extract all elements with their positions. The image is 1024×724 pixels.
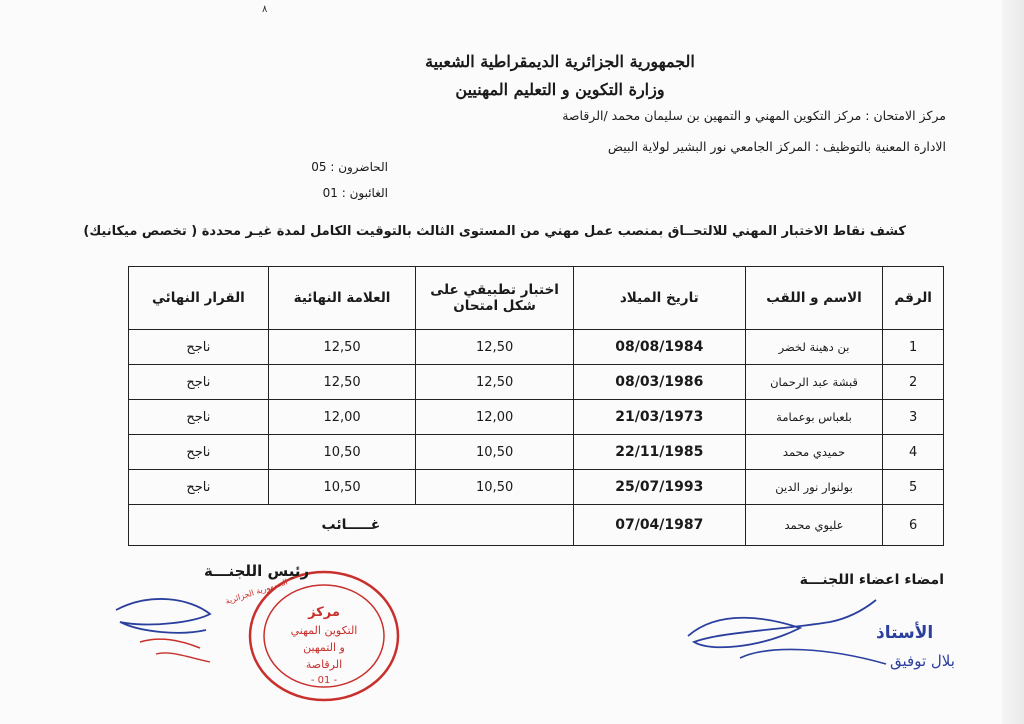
- header-final-mark: العلامة النهائية: [268, 267, 416, 330]
- row-num: 3: [883, 400, 944, 435]
- row-dob: 08/03/1986: [573, 365, 745, 400]
- row-num: 6: [883, 505, 944, 546]
- row-num: 5: [883, 470, 944, 505]
- top-mark: ٨: [262, 4, 268, 15]
- row-decision: ناجح: [129, 435, 269, 470]
- row-name: بن دهينة لخضر: [745, 330, 883, 365]
- ministry-title: وزارة التكوين و التعليم المهنيين: [455, 80, 665, 99]
- scores-table: [128, 266, 944, 546]
- row-dob: 07/04/1987: [573, 505, 745, 546]
- absent-count: الغائبون : 01: [322, 186, 388, 200]
- svg-text:الجمهورية الجزائرية: الجمهورية الجزائرية: [224, 577, 289, 606]
- row-name: بلعباس بوعمامة: [745, 400, 883, 435]
- table-row: [129, 435, 944, 470]
- table-row-absent: [129, 505, 944, 546]
- table-row: [129, 470, 944, 505]
- row-num: 1: [883, 330, 944, 365]
- header-decision: القرار النهائي: [129, 267, 269, 330]
- svg-text:التكوين المهني: التكوين المهني: [290, 624, 358, 637]
- row-practical: 10,50: [416, 470, 574, 505]
- header-num: الرقم: [883, 267, 944, 330]
- row-name: بولنوار نور الدين: [745, 470, 883, 505]
- row-decision: ناجح: [129, 400, 269, 435]
- row-practical: 10,50: [416, 435, 574, 470]
- svg-text:و التمهين: و التمهين: [303, 641, 345, 654]
- row-practical: 12,50: [416, 330, 574, 365]
- republic-title: الجمهورية الجزائرية الديمقراطية الشعبية: [425, 52, 695, 71]
- header-practical: اختبار تطبيقي على شكل امتحان: [416, 267, 574, 330]
- header-name: الاسم و اللقب: [745, 267, 883, 330]
- row-num: 4: [883, 435, 944, 470]
- row-name: حميدي محمد: [745, 435, 883, 470]
- committee-members-label: امضاء اعضاء اللجنـــة: [799, 572, 944, 588]
- row-dob: 08/08/1984: [573, 330, 745, 365]
- row-final-mark: 12,50: [268, 365, 416, 400]
- row-name: قبشة عبد الرحمان: [745, 365, 883, 400]
- row-name: عليوي محمد: [745, 505, 883, 546]
- table-row: [129, 400, 944, 435]
- table-header-row: [129, 267, 944, 330]
- header-dob: تاريخ الميلاد: [573, 267, 745, 330]
- svg-text:- 01 -: - 01 -: [310, 675, 338, 686]
- row-final-mark: 10,50: [268, 470, 416, 505]
- official-stamp: [224, 566, 404, 706]
- row-practical: 12,50: [416, 365, 574, 400]
- row-decision: ناجح: [129, 470, 269, 505]
- svg-text:الرقاصة: الرقاصة: [305, 658, 343, 671]
- committee-chair-label: رئيس اللجنـــة: [204, 562, 310, 580]
- row-num: 2: [883, 365, 944, 400]
- document-subject: كشف نقاط الاختبار المهني للالتحــاق بمنصب عمل مهني من المستوى الثالث بالتوقيت الكامل لمدة غيـر محددة ( تخصص ميكانيك): [83, 224, 906, 239]
- present-count: الحاضرون : 05: [311, 160, 388, 174]
- page-edge: [1002, 0, 1024, 724]
- chair-signature: [110, 592, 220, 672]
- member-signature: [680, 588, 955, 678]
- row-dob: 21/03/1973: [573, 400, 745, 435]
- absent-status: غـــــائب: [129, 505, 574, 546]
- hiring-admin-line: الادارة المعنية بالتوظيف : المركز الجامعي نور البشير لولاية البيض: [607, 139, 946, 154]
- svg-text:الأستاذ: الأستاذ: [876, 623, 934, 643]
- row-decision: ناجح: [129, 365, 269, 400]
- row-practical: 12,00: [416, 400, 574, 435]
- row-final-mark: 10,50: [268, 435, 416, 470]
- svg-text:بلال توفيق: بلال توفيق: [890, 652, 955, 670]
- table-row: [129, 365, 944, 400]
- row-dob: 22/11/1985: [573, 435, 745, 470]
- row-decision: ناجح: [129, 330, 269, 365]
- row-final-mark: 12,00: [268, 400, 416, 435]
- exam-center-line: مركز الامتحان : مركز التكوين المهني و التمهين بن سليمان محمد /الرقاصة: [562, 108, 946, 123]
- svg-text:مركز: مركز: [308, 605, 340, 620]
- table-row: [129, 330, 944, 365]
- row-dob: 25/07/1993: [573, 470, 745, 505]
- row-final-mark: 12,50: [268, 330, 416, 365]
